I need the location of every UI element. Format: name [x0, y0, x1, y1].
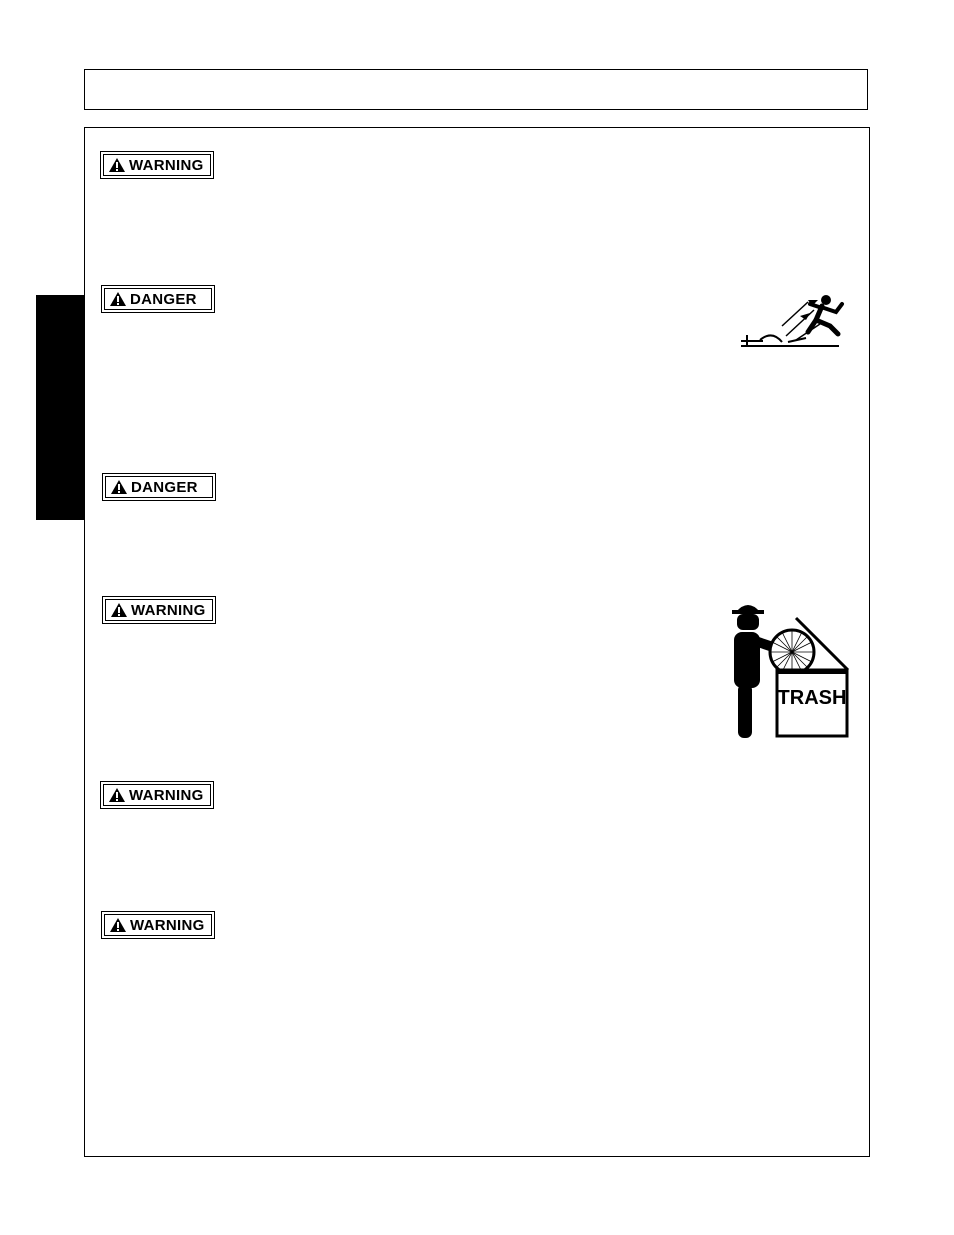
discard-blade-in-trash-icon	[722, 594, 850, 740]
section-side-tab	[36, 295, 84, 520]
alert-label: WARNING	[130, 916, 205, 934]
alert-label: DANGER	[130, 290, 197, 308]
alert-label: WARNING	[129, 786, 204, 804]
warning-badge	[100, 781, 214, 809]
thrown-object-hazard-icon	[738, 290, 848, 352]
danger-badge	[101, 285, 215, 313]
alert-label: DANGER	[131, 478, 198, 496]
warning-triangle-icon	[110, 602, 128, 618]
page-header-box	[84, 69, 868, 110]
warning-triangle-icon	[108, 787, 126, 803]
danger-badge	[102, 473, 216, 501]
warning-triangle-icon	[110, 479, 128, 495]
trash-bin-label: TRASH	[777, 687, 847, 709]
alert-label: WARNING	[131, 601, 206, 619]
warning-triangle-icon	[109, 917, 127, 933]
alert-label: WARNING	[129, 156, 204, 174]
warning-badge	[102, 596, 216, 624]
warning-triangle-icon	[109, 291, 127, 307]
warning-badge	[101, 911, 215, 939]
warning-triangle-icon	[108, 157, 126, 173]
warning-badge	[100, 151, 214, 179]
